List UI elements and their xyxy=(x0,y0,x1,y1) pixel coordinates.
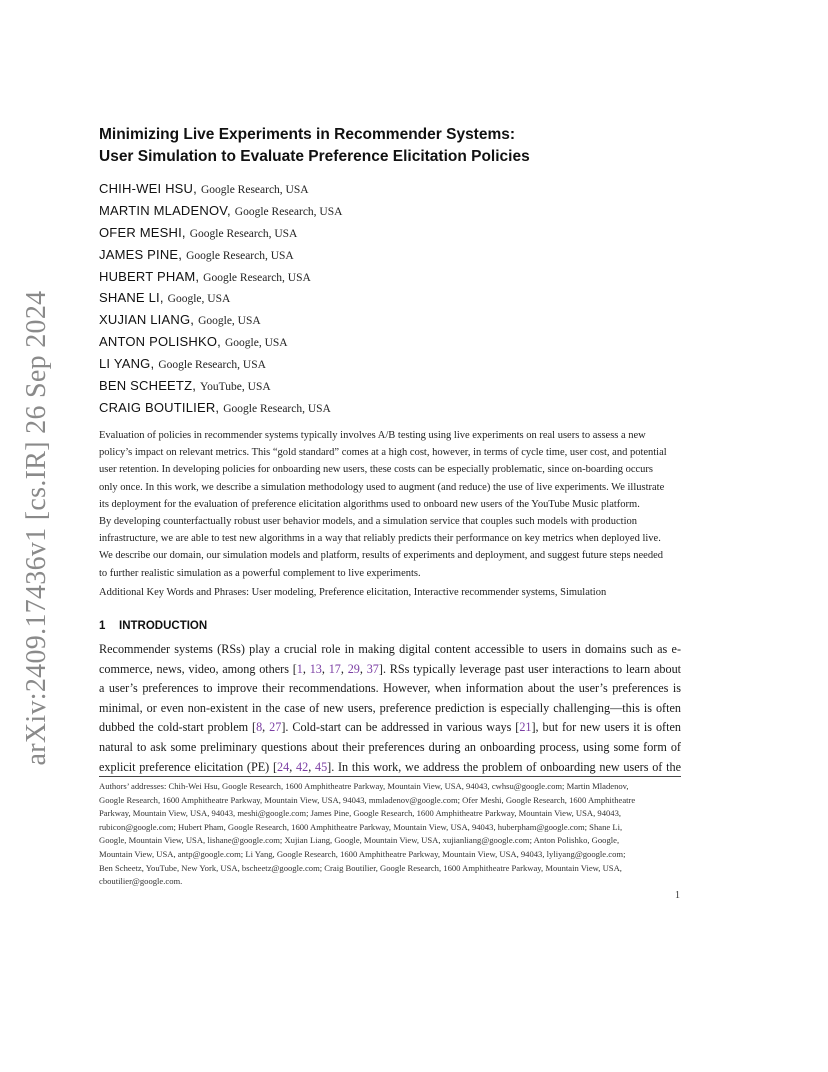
abstract-line: its deployment for the evaluation of preference elicitation algorithms used to onboard new users of the YouTube Music platform. xyxy=(99,498,640,510)
author-affiliation: Google Research, USA xyxy=(200,184,309,196)
footnote-line: Ben Scheetz, YouTube, New York, USA, bscheetz@google.com; Craig Boutilier, Google Research, 1600 Amphitheatre Parkway, Mountain View, USA, xyxy=(99,862,622,873)
author-name: XUJIAN LIANG, xyxy=(99,312,195,328)
author-name: JAMES PINE, xyxy=(99,246,183,262)
author-name: LI YANG, xyxy=(99,356,155,372)
author-entry xyxy=(99,222,342,244)
author-affiliation: Google, USA xyxy=(167,293,231,306)
abstract xyxy=(99,427,681,582)
abstract-line: Evaluation of policies in recommender systems typically involves A/B testing using live experiments on real users to assess a new xyxy=(99,430,646,441)
page-number: 1 xyxy=(675,890,680,901)
abstract-line: user retention. In developing policies for onboarding new users, these costs can be especially problematic, since on-boarding occurs xyxy=(99,464,653,476)
footnote-line: Parkway, Mountain View, USA, 94043, meshi@google.com; James Pine, Google Research, 1600 Amphitheatre Parkway, Mountain View, USA, 94043, xyxy=(99,808,622,819)
abstract-line: to further realistic simulation as a powerful complement to live experiments. xyxy=(99,567,421,579)
author-entry xyxy=(99,397,342,419)
abstract-line: policy’s impact on relevant metrics. This “gold standard” comes at a high cost, however, in terms of cycle time, user cost, and potential xyxy=(99,447,667,459)
abstract-line: infrastructure, we are able to test new algorithms in a way that reliably predicts their performance on key metrics when deployed live. xyxy=(99,533,661,545)
author-affiliation: Google, USA xyxy=(198,315,261,328)
footnote-line: rubicon@google.com; Hubert Pham, Google Research, 1600 Amphitheatre Parkway, Mountain View, USA, 94043, huberpham@google.com; Shane Li, xyxy=(99,821,623,832)
author-affiliation: Google Research, USA xyxy=(186,249,294,262)
author-name: BEN SCHEETZ, xyxy=(99,378,197,394)
author-entry xyxy=(99,331,342,353)
footnote-line: Authors’ addresses: Chih-Wei Hsu, Google Research, 1600 Amphitheatre Parkway, Mountain View, USA, 94043, cwhsu@google.com; Martin Mladenov, xyxy=(99,781,629,791)
intro-line: commerce, news, video, among others [1, 13, 17, 29, 37]. RSs typically leverage past user interactions to learn about xyxy=(99,661,682,676)
introduction-paragraph xyxy=(99,640,681,777)
section-number: 1 xyxy=(99,620,106,632)
arxiv-identifier-stamp: arXiv:2409.17436v1 [cs.IR] 26 Sep 2024 xyxy=(21,290,52,766)
author-entry xyxy=(99,244,342,266)
author-name: MARTIN MLADENOV, xyxy=(99,202,231,218)
author-entry xyxy=(99,353,342,375)
intro-line: dubbed the cold-start problem [8, 27]. Cold-start can be addressed in various ways [21], but for new users it is often xyxy=(99,720,681,735)
author-affiliation: YouTube, USA xyxy=(200,381,271,394)
abstract-line: We describe our domain, our simulation models and platform, results of experiments and deployment, and suggest future steps needed xyxy=(99,550,663,562)
intro-line: minimal, or even non-existent in the case of new users, preference prediction is especially challenging—this is often xyxy=(99,700,681,715)
author-entry xyxy=(99,375,342,397)
author-name: OFER MESHI, xyxy=(99,224,186,240)
author-entry xyxy=(99,287,342,309)
author-entry xyxy=(99,178,342,200)
abstract-line: only once. In this work, we describe a simulation methodology used to augment (and reduce) the use of live experiments. We illustrate xyxy=(99,481,665,493)
author-entry xyxy=(99,266,342,288)
intro-line: natural to ask some preliminary questions about their preferences during an onboarding process, using some form of xyxy=(99,739,681,754)
footnote-line: Mountain View, USA, antp@google.com; Li Yang, Google Research, 1600 Amphitheatre Parkway, Mountain View, USA, 94043, lyliyang@google.com; xyxy=(99,848,626,859)
footnote-divider xyxy=(99,776,681,777)
intro-line: explicit preference elicitation (PE) [24, 42, 45]. In this work, we address the problem of onboarding new users of the xyxy=(99,759,681,774)
author-name: HUBERT PHAM, xyxy=(99,268,200,284)
author-name: CHIH-WEI HSU, xyxy=(99,181,197,196)
author-name: ANTON POLISHKO, xyxy=(99,334,221,350)
footnote-line: Google, Mountain View, USA, lishane@google.com; Xujian Liang, Google, Mountain View, USA, xujianliang@google.com; Anton Polishko, Google, xyxy=(99,835,620,846)
intro-line: a user’s preferences to improve their recommendations. However, when information about the user’s preferences is xyxy=(99,681,681,696)
author-entry xyxy=(99,200,342,222)
title-line-2: User Simulation to Evaluate Preference Elicitation Policies xyxy=(99,148,530,165)
section-title: INTRODUCTION xyxy=(119,620,208,632)
author-affiliation: Google Research, USA xyxy=(223,402,331,415)
author-list xyxy=(99,178,342,419)
author-affiliation: Google Research, USA xyxy=(158,359,266,372)
footnote-line: cboutilier@google.com. xyxy=(99,876,183,887)
author-name: CRAIG BOUTILIER, xyxy=(99,399,220,415)
author-name: SHANE LI, xyxy=(99,290,164,306)
author-affiliation: Google Research, USA xyxy=(189,227,298,240)
section-heading-introduction xyxy=(99,620,207,632)
author-addresses-footnote xyxy=(99,780,681,889)
author-entry xyxy=(99,309,342,331)
title-line-1: Minimizing Live Experiments in Recommender Systems: xyxy=(99,126,516,143)
abstract-line: By developing counterfactually robust user behavior models, and a simulation service that couples such models with production xyxy=(99,516,637,528)
author-affiliation: Google, USA xyxy=(224,337,288,350)
author-affiliation: Google Research, USA xyxy=(203,271,311,284)
intro-line: Recommender systems (RSs) play a crucial role in making digital content accessible to users in domains such as e- xyxy=(99,642,681,656)
author-affiliation: Google Research, USA xyxy=(234,205,343,218)
footnote-line: Google Research, 1600 Amphitheatre Parkway, Mountain View, USA, 94043, mmladenov@google.com; Ofer Meshi, Google Research, 1600 Amphitheatre xyxy=(99,794,636,805)
paper-title xyxy=(99,124,699,168)
keywords-line: Additional Key Words and Phrases: User modeling, Preference elicitation, Interactive recommender systems, Simulation xyxy=(99,587,607,598)
